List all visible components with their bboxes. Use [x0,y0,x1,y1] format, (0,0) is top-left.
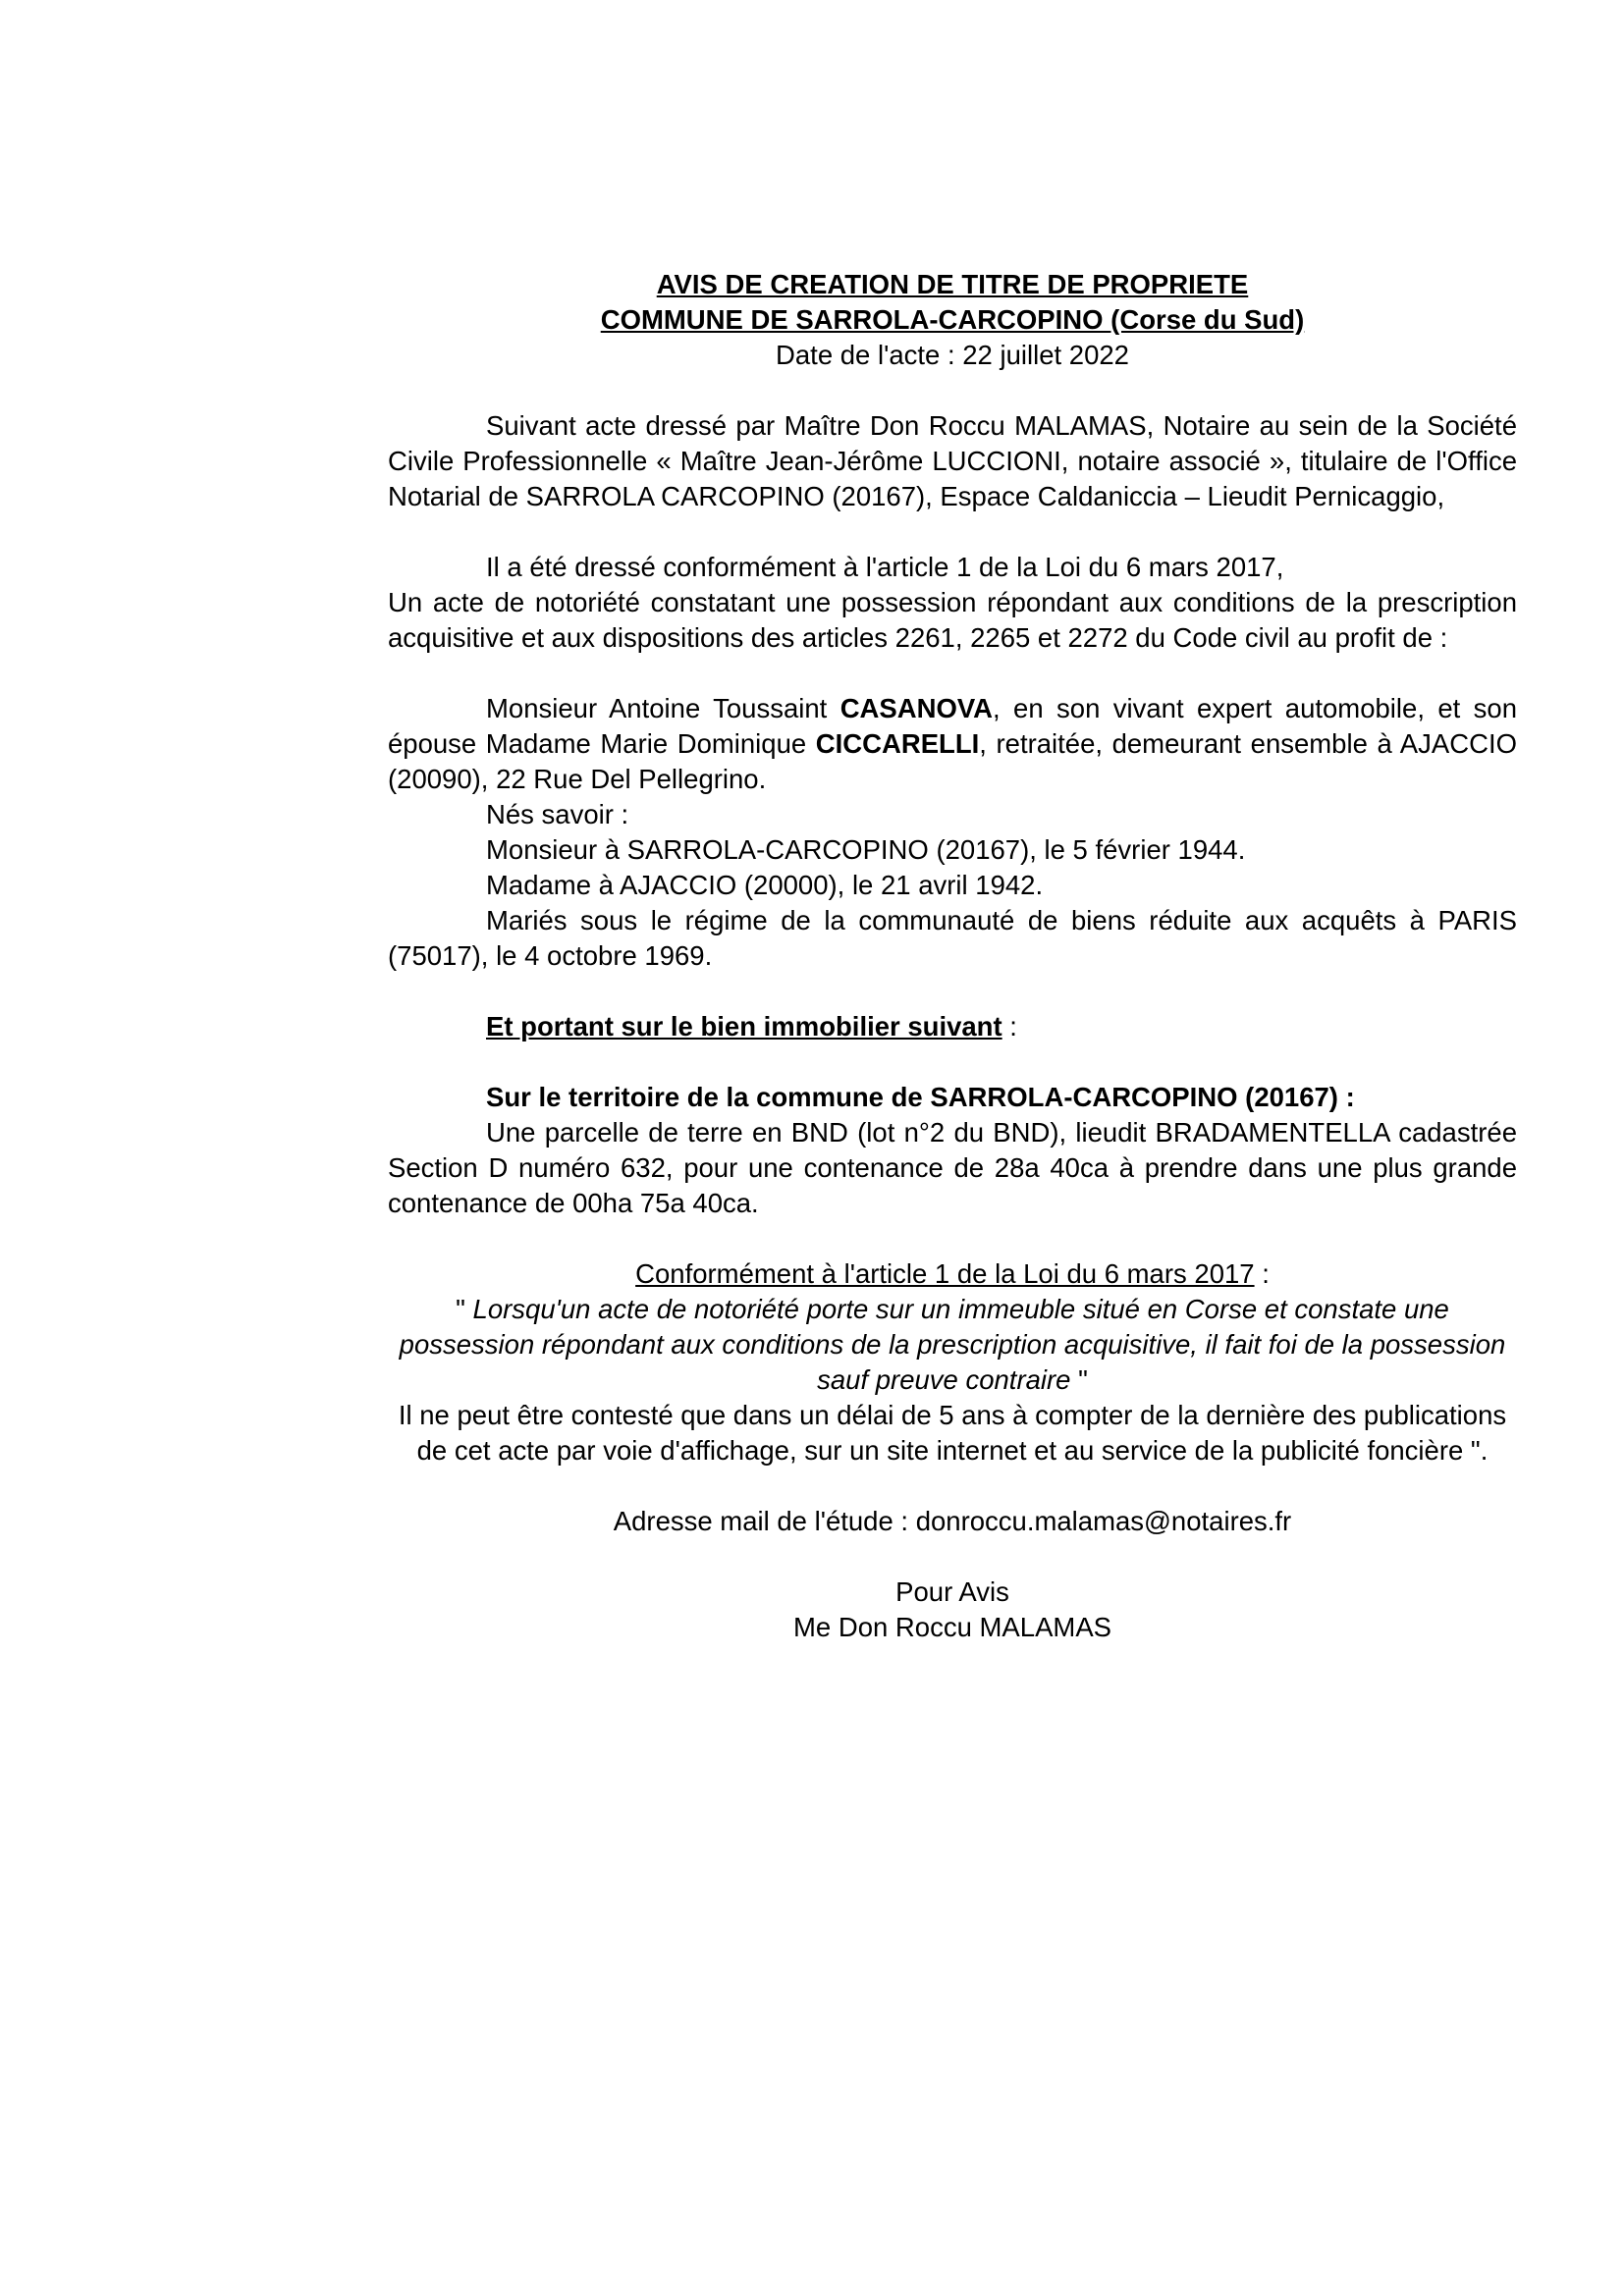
parties-paragraph [388,691,1517,797]
nes-savoir: Nés savoir : [486,799,629,829]
loi-heading-suffix: : [1254,1258,1270,1289]
parcelle-paragraph: Une parcelle de terre en BND (lot n°2 du BND), lieudit BRADAMENTELLA cadastrée Section D numéro 632, pour une contenance de 28a 40ca à prendre dans une plus grande contenance de 00ha 75a 40ca. [388,1117,1517,1218]
loi-heading: Conformément à l'article 1 de la Loi du 6 mars 2017 [635,1258,1255,1289]
quote-text: Lorsqu'un acte de notoriété porte sur un immeuble situé en Corse et constate une possession répondant aux conditions de la prescription acquisitive, il fait foi de la possession sauf preuve contraire [399,1294,1506,1395]
birth-monsieur: Monsieur à SARROLA-CARCOPINO (20167), le 5 février 1944. [486,834,1246,865]
birth-madame: Madame à AJACCIO (20000), le 21 avril 1942. [486,870,1044,900]
acte-line: Il a été dressé conformément à l'article 1 de la Loi du 6 mars 2017, [486,552,1284,582]
title-line-1: AVIS DE CREATION DE TITRE DE PROPRIETE [656,269,1249,299]
quote-open: " [456,1294,473,1324]
territoire-line: Sur le territoire de la commune de SARROLA-CARCOPINO (20167) : [486,1082,1355,1112]
bien-heading: Et portant sur le bien immobilier suivant [486,1011,1002,1041]
signature: Me Don Roccu MALAMAS [793,1612,1111,1642]
acte-paragraph: Un acte de notoriété constatant une possession répondant aux conditions de la prescription acquisitive et aux dispositions des articles 2261, 2265 et 2272 du Code civil au profit de : [388,587,1517,653]
bien-heading-line [388,1009,1517,1044]
marriage-line: Mariés sous le régime de la communauté de biens réduite aux acquêts à PARIS (75017), le 4 octobre 1969. [388,905,1517,971]
bien-heading-suffix: : [1001,1011,1017,1041]
loi-quote [388,1292,1517,1398]
wife-surname: CICCARELLI [815,728,980,759]
parties-text-3: , retraitée, demeurant ensemble à AJACCIO (20090), 22 Rue Del Pellegrino. [388,728,1517,794]
notice-document [388,267,1517,1645]
parties-text-2: , en son vivant expert automobile, et son épouse Madame Marie Dominique [388,693,1517,759]
contest-paragraph: Il ne peut être contesté que dans un délai de 5 ans à compter de la dernière des publications de cet acte par voie d'affichage, sur un site internet et au service de la publicité foncière ". [398,1400,1507,1466]
email-line: Adresse mail de l'étude : donroccu.malamas@notaires.fr [613,1506,1292,1536]
date-line: Date de l'acte : 22 juillet 2022 [776,340,1129,370]
parties-text-1: Monsieur Antoine Toussaint [486,693,840,723]
title-line-2: COMMUNE DE SARROLA-CARCOPINO (Corse du Sud) [600,304,1305,335]
quote-close: " [1070,1364,1088,1395]
loi-heading-line [388,1256,1517,1292]
pour-avis: Pour Avis [895,1576,1009,1607]
intro-paragraph: Suivant acte dressé par Maître Don Roccu MALAMAS, Notaire au sein de la Société Civile Professionnelle « Maître Jean-Jérôme LUCCIONI, notaire associé », titulaire de l'Office Notarial de SARROLA CARCOPINO (20167), Espace Caldaniccia – Lieudit Pernicaggio, [388,410,1517,511]
husband-surname: CASANOVA [839,693,994,723]
